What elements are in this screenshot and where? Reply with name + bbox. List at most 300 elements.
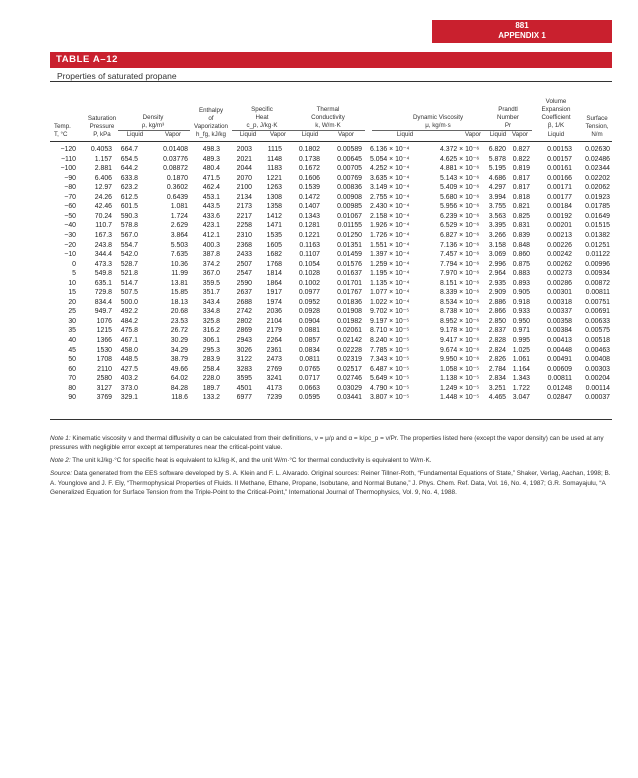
- table-cell: 471.5: [202, 174, 220, 182]
- table-cell: 20: [68, 298, 76, 306]
- table-cell: 2104: [266, 317, 282, 325]
- note-1-label: Note 1:: [50, 435, 71, 442]
- table-cell: 0.827: [512, 146, 530, 153]
- table-cell: 2742: [236, 308, 252, 316]
- table-cell: 1183: [267, 165, 282, 173]
- table-cell: 1366: [96, 337, 112, 344]
- table-cell: 0.02847: [547, 394, 572, 402]
- table-cell: 90: [68, 394, 76, 402]
- table-row: [0, 355, 638, 364]
- table-cell: 2368: [236, 241, 252, 249]
- table-cell: 473.3: [94, 260, 112, 268]
- table-cell: 4.465: [488, 394, 506, 402]
- table-cell: 0.01701: [337, 279, 362, 287]
- table-cell: 0.02202: [585, 174, 610, 182]
- table-cell: 9.950 × 10⁻⁶: [440, 356, 480, 364]
- table-cell: 0.01351: [337, 241, 362, 249]
- table-cell: 0.00645: [337, 155, 362, 163]
- table-cell: 0.1107: [299, 251, 320, 259]
- table-cell: 12.97: [94, 184, 112, 192]
- table-cell: 343.4: [202, 298, 220, 306]
- table-cell: 0.0857: [298, 337, 320, 344]
- table-cell: 167.3: [94, 231, 112, 239]
- group-underline: [293, 130, 365, 131]
- table-cell: 0.01248: [547, 384, 572, 392]
- subhdr-mu-vapor: Vapor: [464, 131, 482, 138]
- table-cell: 25: [68, 308, 76, 316]
- hdr-density-line: Density: [142, 114, 164, 121]
- hdr-thermal-conductivity-line: Thermal: [316, 106, 340, 113]
- table-cell: 0.00934: [585, 270, 610, 278]
- table-cell: 8.339 × 10⁻⁶: [440, 289, 480, 297]
- table-cell: 2473: [266, 356, 282, 364]
- table-cell: 2.996: [488, 260, 506, 268]
- subhdr-cp-vapor: Vapor: [269, 131, 287, 138]
- table-cell: 0.01923: [585, 193, 610, 201]
- table-cell: 2507: [236, 260, 252, 268]
- table-cell: 0.00491: [547, 356, 572, 364]
- table-cell: 0.00286: [547, 279, 572, 287]
- table-cell: 4.252 × 10⁻⁴: [370, 165, 410, 173]
- table-cell: 1.138 × 10⁻⁵: [440, 375, 480, 383]
- table-cell: 0.01982: [337, 317, 362, 325]
- table-cell: 0.02062: [585, 184, 610, 192]
- table-cell: 2869: [236, 327, 252, 335]
- table-cell: 453.1: [202, 193, 220, 201]
- page-header-bar: [432, 20, 612, 43]
- hdr-prandtl-line: Number: [496, 114, 519, 121]
- appendix-label: APPENDIX 1: [498, 31, 546, 40]
- header-rule: [50, 141, 612, 142]
- table-cell: 1.551 × 10⁻⁴: [370, 241, 410, 249]
- table-cell: 6.136 × 10⁻⁴: [370, 146, 410, 153]
- table-cell: 0.02319: [337, 356, 362, 364]
- hdr-specific-heat-line: Specific: [251, 106, 273, 113]
- table-cell: 2.158 × 10⁻⁴: [370, 212, 410, 220]
- table-cell: 8.240 × 10⁻⁵: [370, 337, 410, 344]
- table-cell: 26.72: [170, 327, 188, 335]
- table-cell: 0.918: [512, 298, 530, 306]
- table-cell: 60: [68, 365, 76, 373]
- table-cell: 2590: [236, 279, 252, 287]
- table-cell: 0.1606: [298, 174, 320, 182]
- table-cell: 0.02061: [337, 327, 362, 335]
- table-cell: 0.0952: [298, 298, 320, 306]
- subhdr-beta-liquid: Liquid: [547, 131, 565, 138]
- table-cell: 2688: [236, 298, 252, 306]
- table-cell: 8.534 × 10⁻⁶: [440, 298, 480, 306]
- subhdr-cp-liquid: Liquid: [239, 131, 257, 138]
- table-caption: Properties of saturated propane: [57, 71, 177, 81]
- table-cell: 0.839: [512, 231, 530, 239]
- table-cell: 1.259 × 10⁻⁴: [370, 260, 410, 268]
- table-cell: 4.625 × 10⁻⁶: [440, 155, 480, 163]
- table-cell: 2580: [96, 375, 112, 383]
- table-cell: 5.054 × 10⁻⁴: [370, 155, 410, 163]
- table-cell: 3595: [236, 375, 252, 383]
- table-title-bar: TABLE A–12: [50, 52, 612, 68]
- table-cell: 0.01637: [337, 270, 362, 278]
- table-cell: 40: [68, 337, 76, 344]
- table-cell: −50: [64, 212, 76, 220]
- table-cell: 578.8: [120, 222, 138, 230]
- table-cell: 2.886: [488, 298, 506, 306]
- group-underline: [486, 130, 532, 131]
- table-cell: 2.430 × 10⁻⁴: [370, 203, 410, 211]
- table-cell: 2310: [236, 231, 252, 239]
- hdr-sat-pressure: [82, 115, 122, 139]
- table-cell: 1.249 × 10⁻⁵: [440, 384, 480, 392]
- table-cell: 521.8: [120, 270, 138, 278]
- table-cell: 0.00337: [547, 308, 572, 316]
- table-cell: 0.1802: [298, 146, 320, 153]
- table-row: [0, 164, 638, 173]
- table-cell: 0.01122: [585, 251, 610, 259]
- table-cell: 0.01459: [337, 251, 362, 259]
- table-cell: 6.406: [94, 174, 112, 182]
- hdr-enthalpy-line: h_fg, kJ/kg: [196, 131, 226, 138]
- table-cell: 334.8: [202, 308, 220, 316]
- table-cell: 5.409 × 10⁻⁶: [440, 184, 480, 192]
- table-cell: 0.933: [512, 308, 530, 316]
- table-cell: 0.1539: [298, 184, 320, 192]
- table-cell: 0.1870: [166, 174, 188, 182]
- table-cell: 0.00836: [337, 184, 362, 192]
- table-cell: 2.784: [488, 365, 506, 373]
- table-cell: 1215: [96, 327, 112, 335]
- table-cell: 0.0717: [298, 375, 320, 383]
- table-cell: 0.4053: [90, 146, 112, 153]
- table-cell: 0.00769: [337, 174, 362, 182]
- table-cell: 344.4: [94, 251, 112, 259]
- table-cell: 1.726 × 10⁻⁴: [370, 231, 410, 239]
- table-cell: 4.297: [488, 184, 506, 192]
- table-cell: 35: [68, 327, 76, 335]
- table-cell: 0.00609: [547, 365, 572, 373]
- table-cell: 5.195: [488, 165, 506, 173]
- table-cell: 2433: [236, 251, 252, 259]
- note-2-label: Note 2:: [50, 457, 71, 465]
- table-cell: 3.395: [488, 222, 506, 230]
- table-cell: 0.08872: [163, 165, 188, 173]
- table-cell: 7239: [266, 394, 282, 402]
- table-cell: 5.956 × 10⁻⁶: [440, 203, 480, 211]
- table-cell: 0.3602: [166, 184, 188, 192]
- table-cell: 1263: [266, 184, 282, 192]
- table-cell: 10.36: [170, 260, 188, 268]
- table-cell: 6.820: [488, 146, 506, 153]
- table-cell: −30: [64, 231, 76, 239]
- table-cell: 0.00273: [547, 270, 572, 278]
- table-cell: −70: [64, 193, 76, 201]
- table-cell: 0.01250: [337, 231, 362, 239]
- table-cell: 0.00463: [585, 346, 610, 354]
- table-row: [0, 307, 638, 316]
- table-cell: 4173: [266, 384, 282, 392]
- table-notes: [50, 434, 612, 501]
- hdr-enthalpy: [186, 107, 236, 139]
- table-cell: 2179: [266, 327, 282, 335]
- table-cell: 0.0595: [298, 394, 320, 402]
- table-cell: 654.5: [120, 155, 138, 163]
- table-cell: 1.058 × 10⁻⁵: [440, 365, 480, 373]
- table-cell: 0.0977: [298, 289, 320, 297]
- table-cell: 2.629: [170, 222, 188, 230]
- table-cell: 2217: [236, 212, 252, 220]
- table-cell: 0.00114: [585, 384, 610, 392]
- table-cell: 4501: [236, 384, 252, 392]
- table-cell: 0.818: [512, 193, 530, 201]
- table-cell: 427.5: [120, 365, 138, 373]
- hdr-prandtl-line: Prandtl: [498, 106, 518, 113]
- table-cell: 0.00413: [547, 337, 572, 344]
- table-cell: 3.047: [512, 394, 530, 402]
- table-cell: 6.487 × 10⁻⁵: [370, 365, 410, 373]
- table-cell: 6.529 × 10⁻⁶: [440, 222, 480, 230]
- table-cell: 0.00192: [547, 212, 572, 220]
- table-cell: 7.343 × 10⁻⁵: [370, 356, 410, 364]
- table-cell: 1221: [266, 174, 282, 182]
- table-cell: 403.2: [120, 375, 138, 383]
- table-cell: 0.00177: [547, 193, 572, 201]
- table-cell: 489.3: [202, 155, 220, 163]
- hdr-density-line: ρ, kg/m³: [141, 122, 165, 129]
- table-cell: 3.864: [170, 231, 188, 239]
- table-cell: 8.952 × 10⁻⁶: [440, 317, 480, 325]
- table-cell: 507.5: [120, 289, 138, 297]
- table-cell: 623.2: [120, 184, 138, 192]
- table-cell: 0.00633: [585, 317, 610, 325]
- table-cell: 329.1: [120, 394, 138, 402]
- table-cell: 70: [68, 375, 76, 383]
- table-cell: 2100: [236, 184, 252, 192]
- table-cell: 2.837: [488, 327, 506, 335]
- hdr-sat-pressure-line: P, kPa: [93, 131, 111, 138]
- table-cell: 3026: [236, 346, 252, 354]
- table-row: [0, 174, 638, 183]
- source-label: Source:: [50, 470, 73, 478]
- table-cell: 0.02630: [585, 146, 610, 153]
- source-note: [50, 469, 612, 497]
- table-cell: 1.025: [512, 346, 530, 354]
- table-cell: 0.848: [512, 241, 530, 249]
- table-cell: 0.00811: [585, 289, 610, 297]
- table-cell: 70.24: [94, 212, 112, 220]
- table-cell: 80: [68, 384, 76, 392]
- hdr-volume-expansion-line: Volume: [545, 98, 567, 105]
- table-cell: 0.01515: [585, 222, 610, 230]
- table-cell: 189.7: [202, 384, 220, 392]
- table-cell: 433.6: [202, 212, 220, 220]
- table-row: [0, 346, 638, 355]
- table-cell: 0.825: [512, 212, 530, 220]
- table-cell: 30.29: [170, 337, 188, 344]
- source-text: Data generated from the EES software developed by S. A. Klein and F. L. Alvarado. Original sources: Reiner Tillner-Roth, “Fundamental Equations of State,” Shaker, Verlag, Aachan, 1998; B. A. Younglove and J. F. Ely, “Thermophysical Properties of Fluids. II Methane, Ethane, Propane, Isobutane, and Normal Butane,” J. Phys. Chem. Ref. Data, Vol. 16, No. 4, 1987; G.R. Somayajulu, “A Generalized Equation for Surface Tension from the Triple-Point to the Critical-Point,” International Journal of Thermophysics, Vol. 9, No. 4, 1988.: [50, 470, 611, 497]
- table-cell: 1308: [266, 193, 282, 201]
- table-cell: 4.881 × 10⁻⁶: [440, 165, 480, 173]
- table-cell: 367.0: [202, 270, 220, 278]
- table-cell: 243.8: [94, 241, 112, 249]
- table-cell: 24.26: [94, 193, 112, 201]
- table-cell: 5.143 × 10⁻⁶: [440, 174, 480, 182]
- table-cell: 2070: [236, 174, 252, 182]
- table-cell: 644.2: [120, 165, 138, 173]
- table-cell: 2.755 × 10⁻⁴: [370, 193, 410, 201]
- table-cell: 633.8: [120, 174, 138, 182]
- table-cell: 1530: [96, 346, 112, 354]
- table-cell: 2258: [236, 222, 252, 230]
- table-row: [0, 260, 638, 269]
- table-cell: 0.01251: [585, 241, 610, 249]
- table-cell: 38.79: [170, 356, 188, 364]
- table-cell: −90: [64, 174, 76, 182]
- table-row: [0, 393, 638, 402]
- table-cell: 2036: [266, 308, 282, 316]
- table-cell: 3241: [266, 375, 282, 383]
- table-cell: 1.061: [512, 356, 530, 364]
- table-cell: 1535: [266, 231, 282, 239]
- hdr-thermal-conductivity-line: Conductivity: [311, 114, 345, 121]
- table-cell: 1814: [266, 270, 282, 278]
- table-cell: −120: [60, 146, 76, 153]
- table-cell: 2021: [236, 155, 252, 163]
- table-cell: 325.8: [202, 317, 220, 325]
- table-cell: 0.950: [512, 317, 530, 325]
- subhdr-k-vapor: Vapor: [337, 131, 355, 138]
- table-cell: −110: [60, 155, 76, 163]
- hdr-enthalpy-line: Vaporization: [194, 123, 228, 130]
- table-cell: 664.7: [120, 146, 138, 153]
- table-cell: 373.0: [120, 384, 138, 392]
- table-cell: −100: [60, 165, 76, 173]
- table-cell: −60: [64, 203, 76, 211]
- table-cell: 0.00157: [547, 155, 572, 163]
- table-cell: 1.722: [512, 384, 530, 392]
- table-cell: 0.00242: [547, 251, 572, 259]
- table-cell: 0.0928: [298, 308, 320, 316]
- table-row: [0, 250, 638, 259]
- table-cell: 0.00201: [547, 222, 572, 230]
- table-cell: 3122: [236, 356, 252, 364]
- table-cell: 1864: [266, 279, 282, 287]
- hdr-prandtl-line: Pr: [504, 122, 512, 129]
- table-cell: 6977: [236, 394, 252, 402]
- table-cell: 84.28: [170, 384, 188, 392]
- table-cell: 2.964: [488, 270, 506, 278]
- table-cell: 6.239 × 10⁻⁶: [440, 212, 480, 220]
- table-cell: 2110: [97, 365, 112, 373]
- table-row: [0, 269, 638, 278]
- table-cell: 1917: [266, 289, 282, 297]
- note-2: [50, 456, 612, 465]
- subhdr-mu-liquid: Liquid: [396, 131, 414, 138]
- table-cell: 3283: [236, 365, 252, 373]
- table-cell: 0.1163: [299, 241, 320, 249]
- table-row: [0, 317, 638, 326]
- hdr-sat-pressure-line: Pressure: [89, 123, 115, 130]
- hdr-volume-expansion: [530, 98, 582, 122]
- table-cell: 0.1472: [298, 193, 320, 201]
- table-cell: 0.00161: [547, 165, 572, 173]
- table-cell: 549.8: [94, 270, 112, 278]
- table-cell: 0.1407: [298, 203, 320, 211]
- table-cell: 11.99: [171, 270, 188, 278]
- table-cell: 0.01382: [585, 231, 610, 239]
- table-cell: 0.02142: [337, 337, 362, 344]
- table-cell: 49.66: [170, 365, 188, 373]
- table-cell: 0.817: [512, 174, 530, 182]
- table-cell: 5: [72, 270, 76, 278]
- table-cell: 3.635 × 10⁻⁴: [370, 174, 410, 182]
- table-cell: 20.68: [170, 308, 188, 316]
- table-cell: 110.7: [95, 222, 112, 230]
- table-cell: 0.971: [512, 327, 530, 335]
- table-row: [0, 212, 638, 221]
- table-cell: 1.077 × 10⁻⁴: [370, 289, 410, 297]
- table-cell: 23.53: [170, 317, 188, 325]
- table-cell: 0.02228: [337, 346, 362, 354]
- hdr-dynamic-viscosity-line: μ, kg/m·s: [425, 122, 451, 129]
- table-cell: 42.46: [94, 203, 112, 211]
- table-cell: 6.827 × 10⁻⁶: [440, 231, 480, 239]
- table-cell: 0.0811: [299, 356, 320, 364]
- top-rule: [50, 81, 612, 82]
- table-cell: 567.0: [120, 231, 138, 239]
- table-cell: 7.457 × 10⁻⁶: [440, 251, 480, 259]
- table-cell: 2547: [236, 270, 252, 278]
- table-row: [0, 326, 638, 335]
- hdr-temp-line: Temp.: [54, 123, 71, 130]
- table-cell: 590.3: [120, 212, 138, 220]
- table-cell: 0.1672: [298, 165, 320, 173]
- table-cell: 3.149 × 10⁻⁴: [370, 184, 410, 192]
- table-cell: 475.8: [120, 327, 138, 335]
- table-cell: 8.710 × 10⁻⁵: [370, 327, 410, 335]
- table-cell: 9.197 × 10⁻⁵: [370, 317, 410, 325]
- table-cell: 0.822: [512, 155, 530, 163]
- table-cell: 1.157: [94, 155, 112, 163]
- table-cell: 0.0881: [298, 327, 320, 335]
- table-cell: 0.01908: [337, 308, 362, 316]
- table-cell: 9.702 × 10⁻⁵: [370, 308, 410, 316]
- table-cell: 2.866: [488, 308, 506, 316]
- table-row: [0, 231, 638, 240]
- table-cell: 4.372 × 10⁻⁶: [440, 146, 480, 153]
- table-cell: 462.4: [202, 184, 220, 192]
- table-cell: 0.00811: [547, 375, 572, 383]
- hdr-specific-heat-line: Heat: [255, 114, 269, 121]
- table-cell: 10: [68, 279, 76, 287]
- table-cell: 8.151 × 10⁻⁶: [440, 279, 480, 287]
- table-cell: 8.738 × 10⁻⁶: [440, 308, 480, 316]
- table-cell: 0.00985: [337, 203, 362, 211]
- table-cell: 0.00408: [585, 356, 610, 364]
- table-cell: 0.00166: [547, 174, 572, 182]
- table-cell: 2.935: [488, 279, 506, 287]
- table-cell: 2361: [266, 346, 282, 354]
- table-cell: 0.00226: [547, 241, 572, 249]
- hdr-thermal-conductivity: [293, 106, 363, 130]
- table-cell: 528.7: [120, 260, 138, 268]
- table-cell: 0.00996: [585, 260, 610, 268]
- table-cell: 5.680 × 10⁻⁶: [440, 193, 480, 201]
- table-cell: 316.2: [202, 327, 220, 335]
- hdr-thermal-conductivity-line: k, W/m·K: [315, 122, 341, 129]
- table-row: [0, 193, 638, 202]
- table-cell: −20: [64, 241, 76, 249]
- table-cell: 0.860: [512, 251, 530, 259]
- table-cell: 2134: [236, 193, 252, 201]
